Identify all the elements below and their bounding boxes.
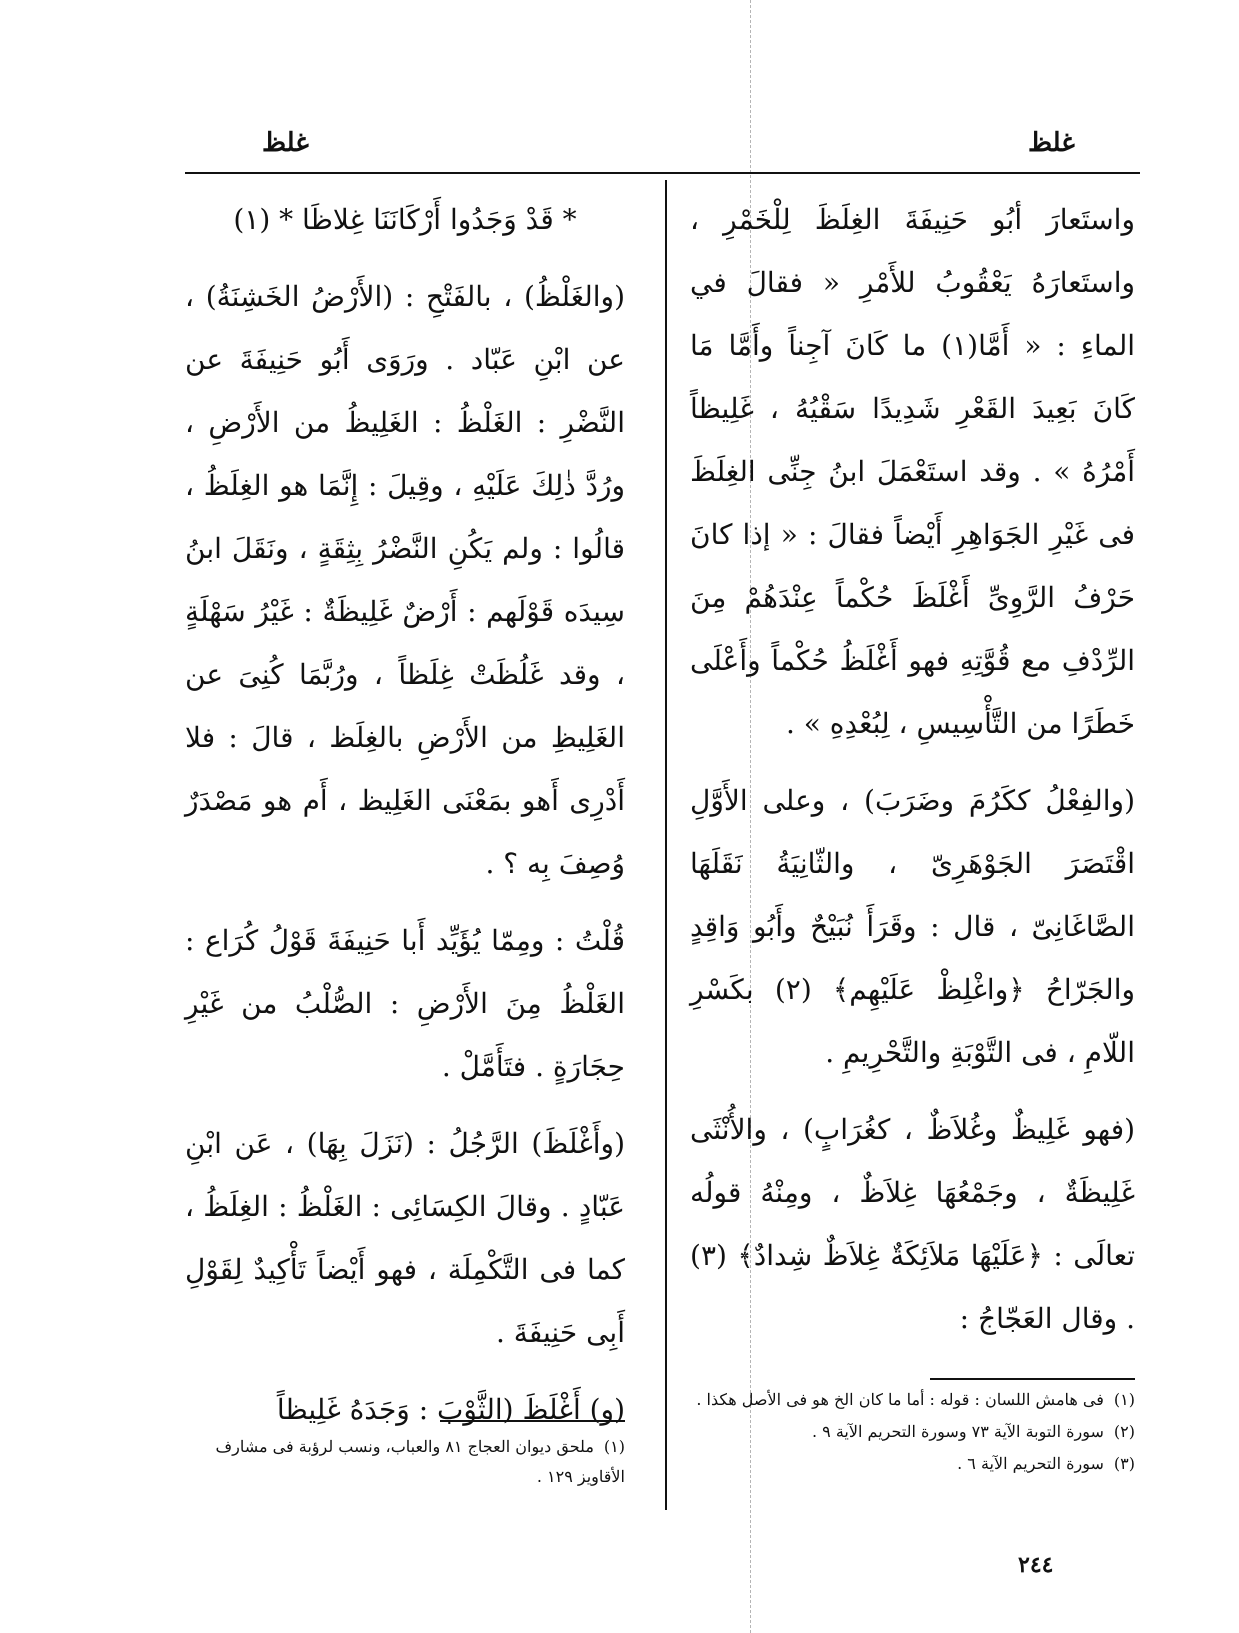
footnote-text: ملحق ديوان العجاج ٨١ والعباب، ونسب لرؤبة فى مشارف الأقاويز ١٢٩ . bbox=[215, 1437, 625, 1486]
footnote-number: (٢) bbox=[1113, 1422, 1135, 1441]
footnote-rule-left bbox=[440, 1420, 625, 1422]
page-number: ٢٤٤ bbox=[1018, 1552, 1054, 1578]
header-rule bbox=[185, 172, 1140, 174]
running-head-right: غلظ bbox=[1028, 128, 1075, 158]
footnote bbox=[690, 1417, 1135, 1447]
entry-paragraph: (فهو غَلِيظٌ وغُلاَظٌ ، كغُرَابٍ) ، والأُنْثَى غَلِيظَةٌ ، وجَمْعُهَا غِلاَظٌ ، ومِنْهُ قولُه تعالَى : ﴿عَلَيْهَا مَلاَئِكَةٌ غِلاَظٌ شِدادٌ﴾ (٣) . وقال العَجّاجُ : bbox=[690, 1113, 1135, 1335]
footnote-text: سورة التحريم الآية ٦ . bbox=[957, 1454, 1104, 1473]
footnote bbox=[690, 1385, 1135, 1415]
footnote-text: فى هامش اللسان : قوله : أما ما كان الخ هو فى الأصل هكذا . bbox=[696, 1390, 1104, 1409]
entry-paragraph: (والغَلْظُ) ، بالفَتْحِ : (الأَرْضُ الخَشِنَةُ) ، عن ابْنِ عَبّاد . ورَوَى أَبُو حَنِيفَةَ عن النَّضْرِ : الغَلْظُ : الغَلِيظُ من الأَرْضِ ، ورُدَّ ذٰلِكَ عَلَيْهِ ، وقِيلَ : إِنَّمَا هو الغِلَظُ ، قالُوا : ولم يَكُنِ النَّضْرُ بِثِقَةٍ ، ونَقَلَ ابنُ سِيدَه قَوْلَهم : أَرْضٌ غَلِيظَةٌ : غَيْرُ سَهْلَةٍ ، وقد غَلُظَتْ غِلَظاً ، ورُبَّمَا كُنِىَ عن الغَلِيظِ من الأَرْضِ بالغِلَظ ، قالَ : فلا أَدْرِى أَهو بمَعْنَى الغَلِيظ ، أَم هو مَصْدَرٌ وُصِفَ بِه ؟ . bbox=[185, 280, 626, 880]
footnote bbox=[185, 1432, 625, 1492]
footnote-number: (٣) bbox=[1113, 1454, 1135, 1473]
right-column bbox=[690, 188, 1135, 1350]
entry-paragraph: (وأَغْلَظَ) الرَّجُلُ : (نَزَلَ بِهَا) ، عَن ابْنِ عَبّادٍ . وقالَ الكِسَائِى : الغَلْظُ : الغِلَظُ ، كما فى التَّكْمِلَة ، فهو أَيْضاً تَأْكِيدٌ لِقَوْلِ أَبِى حَنِيفَةَ . bbox=[185, 1127, 625, 1349]
verse-line: * قَدْ وَجَدُوا أَرْكَانَنَا غِلاظَا * (١) bbox=[233, 203, 577, 236]
footnotes-right bbox=[690, 1385, 1135, 1481]
footnote-number: (١) bbox=[1113, 1390, 1135, 1409]
entry-paragraph: قُلْتُ : ومِمّا يُؤَيِّد أَبا حَنِيفَةَ قَوْلُ كُرَاع : الغَلْظُ مِنَ الأَرْضِ : الصُّلْبُ من غَيْرِ حِجَارَةٍ . فتَأَمَّلْ . bbox=[185, 924, 625, 1083]
entry-paragraph: (والفِعْلُ ككَرُمَ وضَرَبَ) ، وعلى الأَوَّلِ اقْتَصَرَ الجَوْهَرِىّ ، والثّانِيَةُ نَقَلَهَا الصَّاغَانِىّ ، قال : وقَرَأَ نُبَيْحٌ وأَبُو وَاقِدٍ والجَرّاحُ ﴿واغْلِظْ عَلَيْهِم﴾ (٢) بكَسْرِ اللّامِ ، فى التَّوْبَةِ والتَّحْرِيمِ . bbox=[690, 784, 1135, 1069]
entry-paragraph: (و) أَغْلَظَ (الثَّوْبَ : وَجَدَهُ غَلِيظاً bbox=[276, 1393, 625, 1426]
running-head-left: غلظ bbox=[262, 128, 309, 158]
footnotes-left bbox=[185, 1432, 625, 1494]
column-divider bbox=[665, 180, 667, 1510]
footnote-number: (١) bbox=[603, 1437, 625, 1456]
footnote bbox=[690, 1449, 1135, 1479]
footnote-rule-right bbox=[930, 1378, 1135, 1380]
footnote-text: سورة التوبة الآية ٧٣ وسورة التحريم الآية ٩ . bbox=[812, 1422, 1104, 1441]
entry-paragraph: واستَعارَ أبُو حَنِيفَةَ الغِلَظَ لِلْخَمْرِ ، واستَعارَهُ يَعْقُوبُ للأَمْرِ « فقالَ في الماءِ : « أَمَّا(١) ما كَانَ آجِناً وأَمَّا مَا كَانَ بَعِيدَ القَعْرِ شَدِيدًا سَقْيُهُ ، غَلِيظاً أَمْرُهُ » . وقد استَعْمَلَ ابنُ جِنِّى الغِلَظَ فى غَيْرِ الجَوَاهِرِ أَيْضاً فقالَ : « إذا كانَ حَرْفُ الرَّوِىِّ أَغْلَظَ حُكْماً عِنْدَهُمْ مِنَ الرِّدْفِ مع قُوَّتِهِ فهو أَغْلَظُ حُكْماً وأَعْلَى خَطَرًا من التَّأْسِيسِ ، لِبُعْدِهِ » . bbox=[690, 203, 1135, 740]
left-column bbox=[185, 188, 625, 1441]
